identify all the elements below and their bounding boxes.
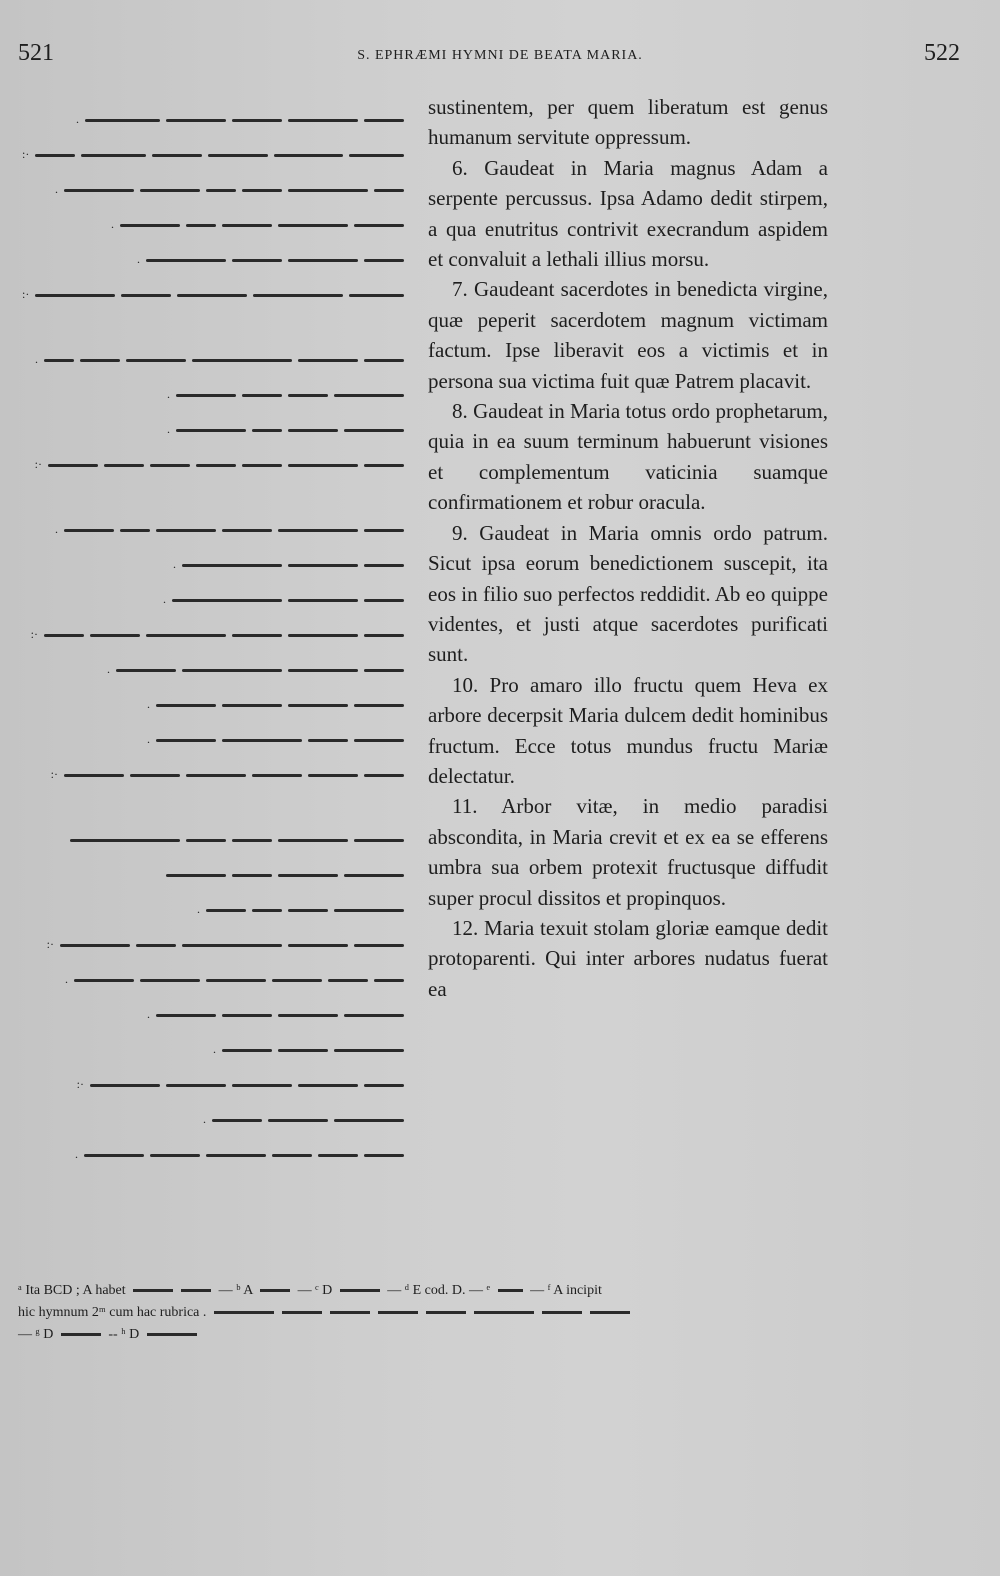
translation-paragraph: 6. Gaudeat in Maria magnus Adam a serpente percussus. Ipsa Adamo dedit stirpem, a qua enutritus contrivit execrandum aspidem et convaluit a lethali illius morsu. xyxy=(428,155,828,272)
syriac-line: :· xyxy=(22,443,412,478)
syriac-line: . xyxy=(22,98,412,133)
syriac-line: . xyxy=(22,888,412,923)
syriac-line: . xyxy=(22,1028,412,1063)
syriac-line: :· xyxy=(22,133,412,168)
syriac-line: . xyxy=(22,1098,412,1133)
syriac-line: . xyxy=(22,203,412,238)
footnote-line: — ᵍ D -- ʰ D xyxy=(18,1324,828,1346)
syriac-line: :· xyxy=(22,273,412,308)
footnote-line: ᵃ Ita BCD ; A habet — ᵇ A — ᶜ D — ᵈ E cod. D. — ᵉ — ᶠ A incipit xyxy=(18,1283,602,1298)
syriac-line: :· xyxy=(22,923,412,958)
translation-paragraph: 12. Maria texuit stolam gloriæ eamque dedit protoparenti. Qui inter arbores nudatus fuerat ea xyxy=(428,915,828,1001)
latin-translation xyxy=(428,92,828,1004)
syriac-line: . xyxy=(22,168,412,203)
translation-paragraph: 10. Pro amaro illo fructu quem Heva ex arbore decerpsit Maria dulcem dedit hominibus fructum. Ecce totus mundus fructu Mariæ delectatur. xyxy=(428,672,828,788)
footnotes xyxy=(18,1280,828,1346)
running-title: S. EPHRÆMI HYMNI DE BEATA MARIA. xyxy=(357,48,643,63)
syriac-line xyxy=(22,818,412,853)
right-page-number: 522 xyxy=(924,40,960,66)
syriac-line: . xyxy=(22,373,412,408)
translation-paragraph: 11. Arbor vitæ, in medio paradisi abscondita, in Maria crevit et ex ea se efferens umbra sua orbem protexit fructusque diffudit super procul dissitos et propinquos. xyxy=(428,794,828,910)
syriac-line: :· xyxy=(22,753,412,788)
syriac-line: . xyxy=(22,648,412,683)
translation-paragraph: 9. Gaudeat in Maria omnis ordo patrum. Sicut ipsa eorum benedictionem suscepit, ita eos in filio suo perfectos reddidit. Ab eo quippe videntes, et justi atque sacerdotes purificati sunt. xyxy=(428,520,828,667)
syriac-line: . xyxy=(22,993,412,1028)
syriac-line: . xyxy=(22,958,412,993)
translation-paragraph: 8. Gaudeat in Maria totus ordo prophetarum, quia in ea suum terminum habuerunt visiones et complementum vaticinia suamque confirmationem et robur oracula. xyxy=(428,399,828,515)
syriac-line: . xyxy=(22,408,412,443)
syriac-line: . xyxy=(22,338,412,373)
syriac-line: :· xyxy=(22,1063,412,1098)
syriac-line: . xyxy=(22,718,412,753)
left-page-number: 521 xyxy=(18,40,54,66)
syriac-line: :· xyxy=(22,613,412,648)
syriac-column xyxy=(22,98,412,1168)
footnote-line: hic hymnum 2ᵐ cum hac rubrica . xyxy=(18,1302,828,1324)
syriac-line: . xyxy=(22,508,412,543)
syriac-line: . xyxy=(22,578,412,613)
syriac-line: . xyxy=(22,683,412,718)
syriac-line: . xyxy=(22,1133,412,1168)
translation-paragraph: sustinentem, per quem liberatum est genus humanum servitute oppressum. xyxy=(428,95,828,150)
syriac-line: . xyxy=(22,238,412,273)
translation-paragraph: 7. Gaudeant sacerdotes in benedicta virgine, quæ peperit sacerdotem magnum victimam factum. Ipse liberavit eos a victimis et in persona sua victima fuit quæ Patrem placavit. xyxy=(428,277,828,393)
syriac-line xyxy=(22,853,412,888)
syriac-line: . xyxy=(22,543,412,578)
